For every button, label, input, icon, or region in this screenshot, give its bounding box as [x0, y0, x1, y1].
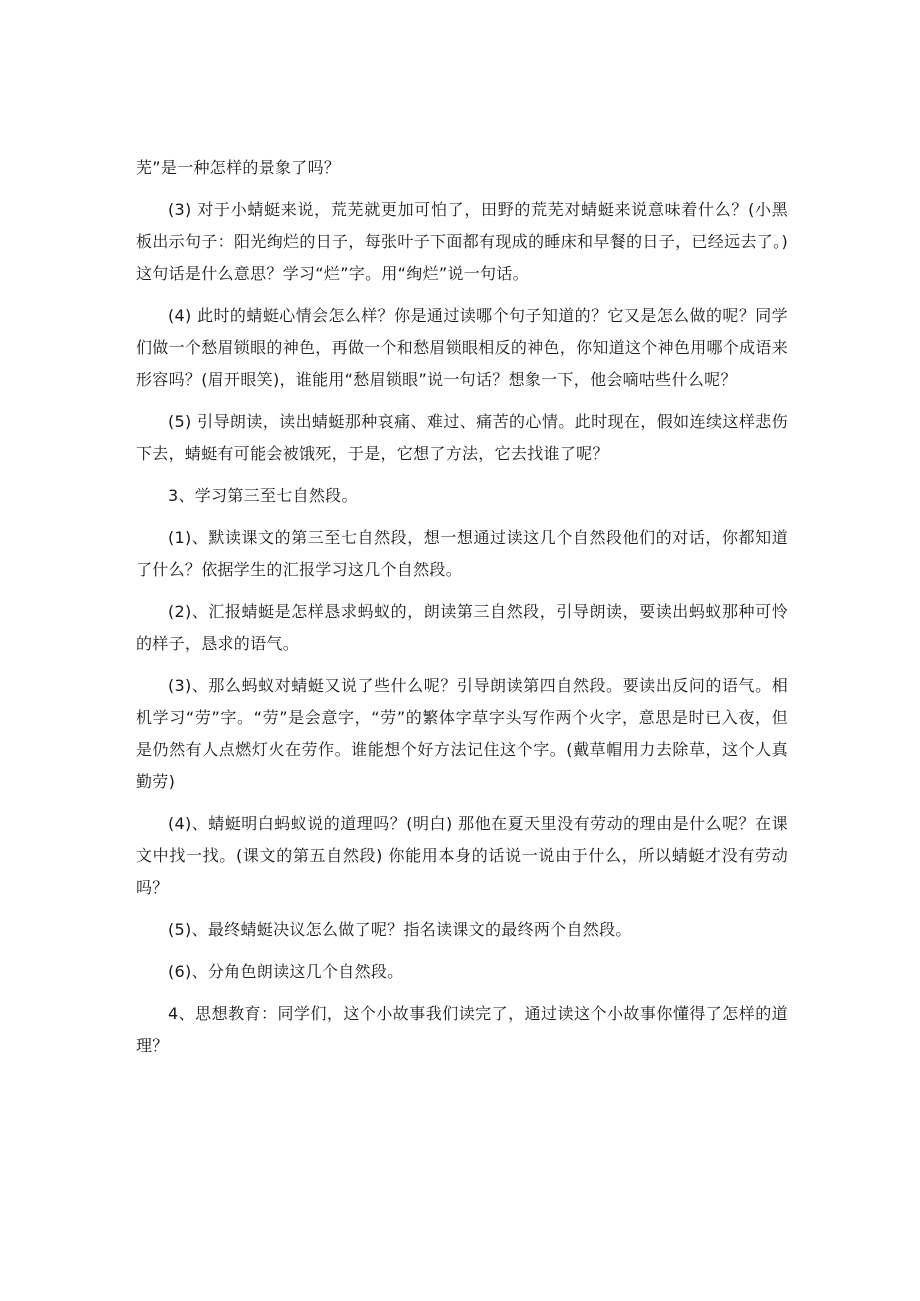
- paragraph-step-1: (1)、默读课文的第三至七自然段，想一想通过读这几个自然段他们的对话，你都知道了什么？依据学生的汇报学习这几个自然段。: [136, 528, 788, 579]
- paragraph-item-5: (5) 引导朗读，读出蜻蜓那种哀痛、难过、痛苦的心情。此时现在，假如连续这样悲伤下去，蜻蜓有可能会被饿死，于是，它想了方法，它去找谁了呢？: [136, 412, 788, 463]
- document-body: [136, 152, 788, 1072]
- section-heading-4: 4、思想教育：同学们，这个小故事我们读完了，通过读这个小故事你懂得了怎样的道理？: [136, 1004, 788, 1055]
- section-heading-3: 3、学习第三至七自然段。: [168, 486, 358, 505]
- paragraph-step-5: (5)、最终蜻蜓决议怎么做了呢？指名读课文的最终两个自然段。: [168, 920, 632, 939]
- paragraph-item-3: (3) 对于小蜻蜓来说，荒芜就更加可怕了，田野的荒芜对蜻蜓来说意味着什么？(小黑板出示句子：阳光绚烂的日子，每张叶子下面都有现成的睡床和早餐的日子，已经远去了。) 这句话是什么意思？学习“烂”字。用“绚烂”说一句话。: [136, 200, 788, 283]
- paragraph-continuation: 芜”是一种怎样的景象了吗？: [136, 158, 341, 177]
- paragraph-step-3: (3)、那么蚂蚁对蜻蜓又说了些什么呢？引导朗读第四自然段。要读出反问的语气。相机学习“劳”字。“劳”是会意字，“劳”的繁体字草字头写作两个火字，意思是时已入夜，但是仍然有人点燃灯火在劳作。谁能想个好方法记住这个字。(戴草帽用力去除草，这个人真勤劳): [136, 676, 788, 791]
- paragraph-item-4: (4) 此时的蜻蜓心情会怎么样？你是通过读哪个句子知道的？它又是怎么做的呢？同学们做一个愁眉锁眼的神色，再做一个和愁眉锁眼相反的神色，你知道这个神色用哪个成语来形容吗？(眉开眼笑)，谁能用“愁眉锁眼”说一句话？想象一下，他会嘀咕些什么呢？: [136, 306, 789, 389]
- paragraph-step-4: (4)、蜻蜓明白蚂蚁说的道理吗？(明白) 那他在夏天里没有劳动的理由是什么呢？在课文中找一找。(课文的第五自然段) 你能用本身的话说一说由于什么，所以蜻蜓才没有劳动吗？: [136, 814, 788, 897]
- paragraph-step-2: (2)、汇报蜻蜓是怎样恳求蚂蚁的，朗读第三自然段，引导朗读，要读出蚂蚁那种可怜的样子，恳求的语气。: [136, 602, 788, 653]
- paragraph-step-6: (6)、分角色朗读这几个自然段。: [168, 962, 404, 981]
